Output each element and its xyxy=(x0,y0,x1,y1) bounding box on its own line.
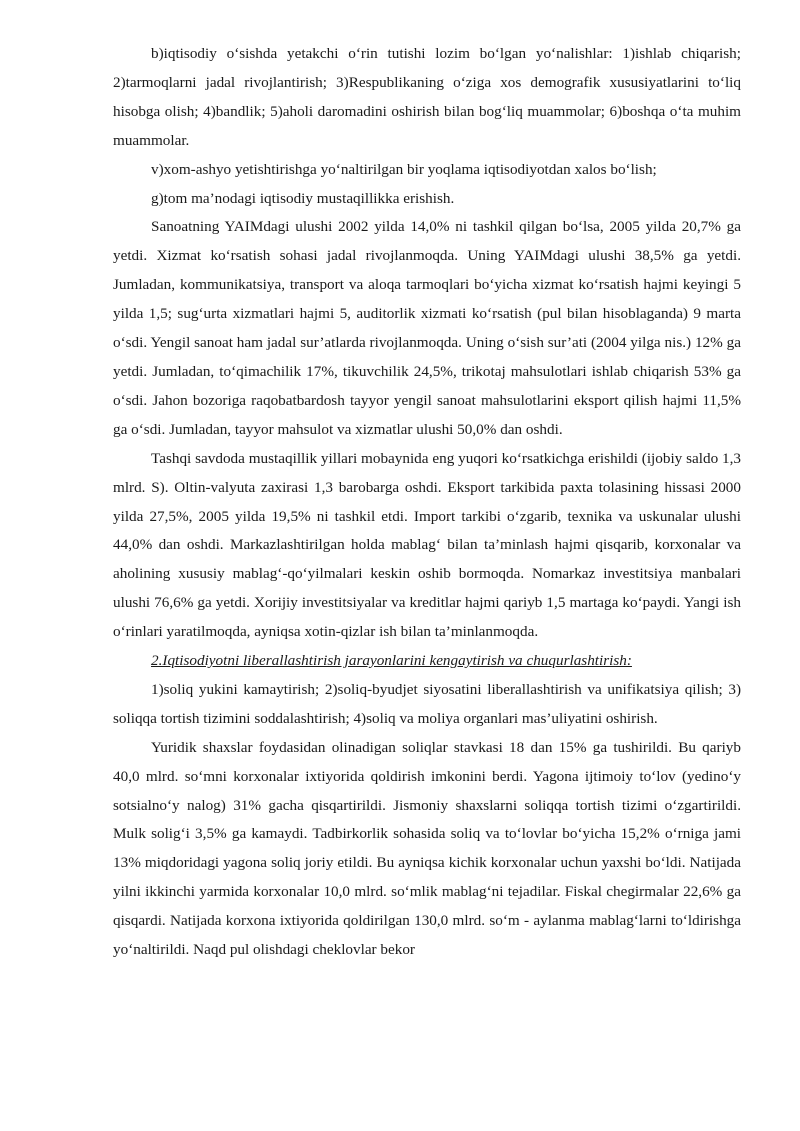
paragraph-independence: g)tom ma’nodagi iqtisodiy mustaqillikka erishish. xyxy=(151,189,455,207)
paragraph-tax-measures: 1)soliq yukini kamaytirish; 2)soliq-byudjet siyosatini liberallashtirish va unifikatsiya qilish; 3) soliqqa tortish tizimini soddalashtirish; 4)soliq va moliya organlari mas’uliyatini oshirish. xyxy=(113,680,741,727)
document-page xyxy=(113,40,741,965)
paragraph-raw-materials: v)xom-ashyo yetishtirishga yo‘naltirilgan bir yoqlama iqtisodiyotdan xalos bo‘lish; xyxy=(151,160,657,178)
paragraph-foreign-trade: Tashqi savdoda mustaqillik yillari mobaynida eng yuqori ko‘rsatkichga erishildi (ijobiy saldo 1,3 mlrd. S). Oltin-valyuta zaxirasi 1,3 barobarga oshdi. Eksport tarkibida paxta tolasining hissasi 2000 yilda 27,5%, 2005 yilda 19,5% ni tashkil etdi. Import tarkibi o‘zgarib, texnika va uskunalar ulushi 44,0% dan oshdi. Markazlashtirilgan holda mablag‘ bilan ta’minlash hajmi qisqarib, korxonalar va aholining xususiy mablag‘-qo‘yilmalari keskin oshib bormoqda. Nomarkaz investitsiya manbalari ulushi 76,6% ga yetdi. Xorijiy investitsiyalar va kreditlar hajmi qariyb 1,5 martaga ko‘paydi. Yangi ish o‘rinlari yaratilmoqda, ayniqsa xotin-qizlar ish bilan ta’minlanmoqda. xyxy=(113,449,741,641)
paragraph-growth-directions: b)iqtisodiy o‘sishda yetakchi o‘rin tutishi lozim bo‘lgan yo‘nalishlar: 1)ishlab chiqarish; 2)tarmoqlarni jadal rivojlantirish; 3)Respublikaning o‘ziga xos demografik xususiyatlarini to‘liq hisobga olish; 4)bandlik; 5)aholi daromadini oshirish bilan bog‘liq muammolar; 6)boshqa o‘ta muhim muammolar. xyxy=(113,45,741,149)
paragraph-industry-share: Sanoatning YAIMdagi ulushi 2002 yilda 14,0% ni tashkil qilgan bo‘lsa, 2005 yilda 20,7% ga yetdi. Xizmat ko‘rsatish sohasi jadal rivojlanmoqda. Uning YAIMdagi ulushi 38,5% ga yetdi. Jumladan, kommunikatsiya, transport va aloqa tarmoqlari bo‘yicha xizmat ko‘rsatish hajmi keyingi 5 yilda 1,5; sug‘urta xizmatlari hajmi 5, auditorlik xizmati ko‘rsatish (pul bilan hisoblaganda) 9 marta o‘sdi. Yengil sanoat ham jadal sur’atlarda rivojlanmoqda. Uning o‘sish sur’ati (2004 yilga nis.) 12% ga yetdi. Jumladan, to‘qimachilik 17%, tikuvchilik 24,5%, trikotaj mahsulotlari ishlab chiqarish 53% ga o‘sdi. Jahon bozoriga raqobatbardosh tayyor yengil sanoat mahsulotlarini eksport qilish hajmi 11,5% ga o‘sdi. Jumladan, tayyor mahsulot va xizmatlar ulushi 50,0% dan oshdi. xyxy=(113,218,741,438)
paragraph-tax-rates: Yuridik shaxslar foydasidan olinadigan soliqlar stavkasi 18 dan 15% ga tushirildi. Bu qariyb 40,0 mlrd. so‘mni korxonalar ixtiyorida qoldirish imkonini berdi. Yagona ijtimoiy to‘lov (yedino‘y sotsialno‘y nalog) 31% gacha qisqartirildi. Jismoniy shaxslarni soliqqa tortish tizimi o‘zgartirildi. Mulk solig‘i 3,5% ga kamaydi. Tadbirkorlik sohasida soliq va to‘lovlar bo‘yicha 15,2% o‘rniga jami 13% miqdoridagi yagona soliq joriy etildi. Bu ayniqsa kichik korxonalar uchun yaxshi bo‘ldi. Natijada yilni ikkinchi yarmida korxonalar 10,0 mlrd. so‘mlik mablag‘ni tejadilar. Fiskal chegirmalar 22,6% ga qisqardi. Natijada korxona ixtiyorida qoldirilgan 130,0 mlrd. so‘m - aylanma mablag‘larni to‘ldirishga yo‘naltirildi. Naqd pul olishdagi cheklovlar bekor xyxy=(113,738,741,959)
section-heading-liberalization: 2.Iqtisodiyotni liberallashtirish jarayonlarini kengaytirish va chuqurlashtirish: xyxy=(151,652,632,670)
